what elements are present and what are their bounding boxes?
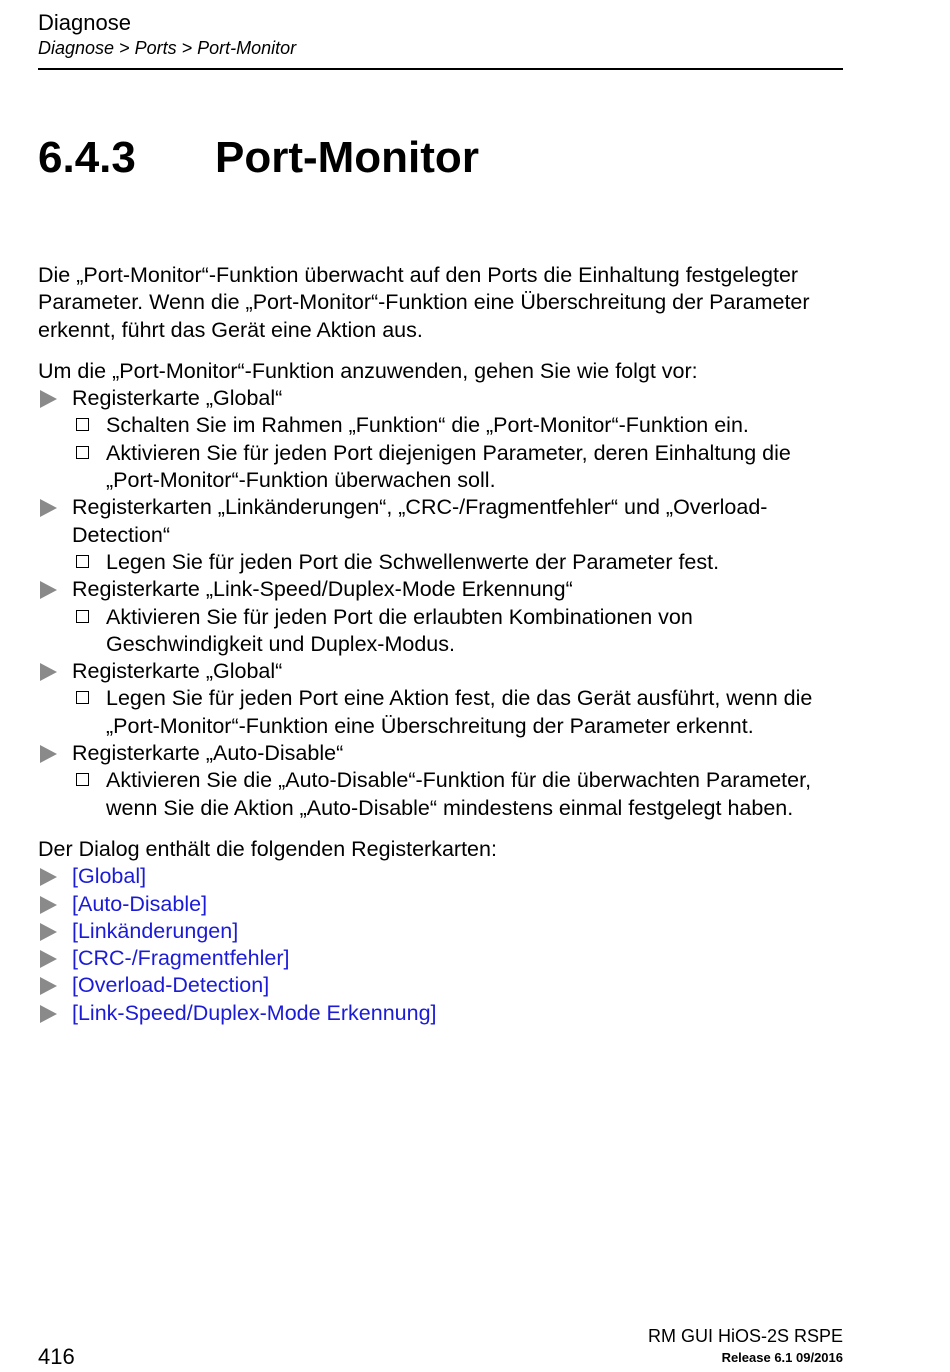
step-item (38, 576, 850, 603)
step-label: Registerkarte „Global“ (72, 386, 283, 411)
checkbox-square-icon (76, 691, 89, 704)
step-label: Registerkarte „Global“ (72, 659, 283, 684)
section-number: 6.4.3 (38, 133, 136, 182)
header-divider (38, 68, 843, 70)
tab-link-linkaenderungen[interactable] (38, 918, 850, 945)
triangle-right-icon (40, 868, 57, 886)
triangle-right-icon (40, 923, 57, 941)
checkbox-square-icon (76, 555, 89, 568)
checkbox-square-icon (76, 446, 89, 459)
step-item (38, 658, 850, 685)
sub-step-item (38, 549, 850, 576)
sub-step-text: Schalten Sie im Rahmen „Funktion“ die „Port-Monitor“-Funktion ein. (106, 413, 749, 438)
intro-paragraph: Die „Port-Monitor“-Funktion überwacht auf den Ports die Einhaltung festgelegter Parameter. Wenn die „Port-Monitor“-Funktion eine Überschreitung der Parameter erkennt, führt das Gerät eine Aktion aus. (38, 263, 810, 342)
sub-step-item (38, 604, 850, 659)
sub-step-item (38, 412, 850, 439)
breadcrumb: Diagnose > Ports > Port-Monitor (38, 38, 297, 58)
step-label: Registerkarte „Link-Speed/Duplex-Mode Erkennung“ (72, 577, 573, 602)
sub-step-item (38, 685, 850, 740)
footer-release: Release 6.1 09/2016 (721, 1350, 843, 1365)
step-item (38, 385, 850, 412)
tab-link-global[interactable] (38, 863, 850, 890)
tab-link-list (38, 863, 850, 1027)
tab-link-crc-fragmentfehler[interactable] (38, 945, 850, 972)
content-body (38, 262, 850, 1027)
tab-link-label[interactable]: [Auto-Disable] (72, 891, 208, 916)
procedure-lead: Um die „Port-Monitor“-Funktion anzuwenden, gehen Sie wie folgt vor: (38, 358, 698, 383)
page-header-title: Diagnose (38, 10, 131, 35)
triangle-right-icon (40, 977, 57, 995)
step-item (38, 494, 850, 549)
step-label: Registerkarte „Auto-Disable“ (72, 741, 344, 766)
sub-step-item (38, 767, 850, 822)
tab-link-label[interactable]: [Linkänderungen] (72, 918, 239, 943)
triangle-right-icon (40, 950, 57, 968)
tab-link-label[interactable]: [Overload-Detection] (72, 973, 270, 998)
tab-link-label[interactable]: [Global] (72, 864, 147, 889)
procedure-steps (38, 385, 850, 822)
sub-step-text: Legen Sie für jeden Port die Schwellenwerte der Parameter fest. (106, 549, 720, 574)
checkbox-square-icon (76, 418, 89, 431)
tab-link-label[interactable]: [CRC-/Fragmentfehler] (72, 946, 290, 971)
sub-step-text: Aktivieren Sie die „Auto-Disable“-Funktion für die überwachten Parameter, wenn Sie die Aktion „Auto-Disable“ mindestens einmal festgelegt haben. (106, 768, 812, 820)
checkbox-square-icon (76, 773, 89, 786)
triangle-right-icon (40, 581, 57, 599)
sub-step-text: Aktivieren Sie für jeden Port die erlaubten Kombinationen von Geschwindigkeit und Duplex-Modus. (106, 604, 693, 656)
tab-link-overload-detection[interactable] (38, 972, 850, 999)
footer-product: RM GUI HiOS-2S RSPE (647, 1326, 843, 1346)
sub-step-item (38, 440, 850, 495)
triangle-right-icon (40, 745, 57, 763)
section-heading (38, 130, 479, 186)
triangle-right-icon (40, 896, 57, 914)
triangle-right-icon (40, 390, 57, 408)
section-title: Port-Monitor (215, 133, 479, 182)
sub-step-text: Aktivieren Sie für jeden Port diejenigen Parameter, deren Einhaltung die „Port-Monitor“-Funktion überwachen soll. (106, 440, 791, 493)
tab-link-auto-disable[interactable] (38, 891, 850, 918)
checkbox-square-icon (76, 610, 89, 623)
page-number: 416 (38, 1344, 75, 1369)
triangle-right-icon (40, 1005, 57, 1023)
step-label: Registerkarten „Linkänderungen“, „CRC-/Fragmentfehler“ und „Overload-Detection“ (72, 495, 768, 547)
step-item (38, 740, 850, 767)
tab-link-label[interactable]: [Link-Speed/Duplex-Mode Erkennung] (72, 1000, 437, 1025)
tab-link-link-speed-duplex[interactable] (38, 1000, 850, 1027)
tabs-lead: Der Dialog enthält die folgenden Registerkarten: (38, 836, 497, 861)
triangle-right-icon (40, 499, 57, 517)
sub-step-text: Legen Sie für jeden Port eine Aktion fest, die das Gerät ausführt, wenn die „Port-Monitor“-Funktion eine Überschreitung der Parameter erkennt. (106, 686, 813, 738)
triangle-right-icon (40, 663, 57, 681)
